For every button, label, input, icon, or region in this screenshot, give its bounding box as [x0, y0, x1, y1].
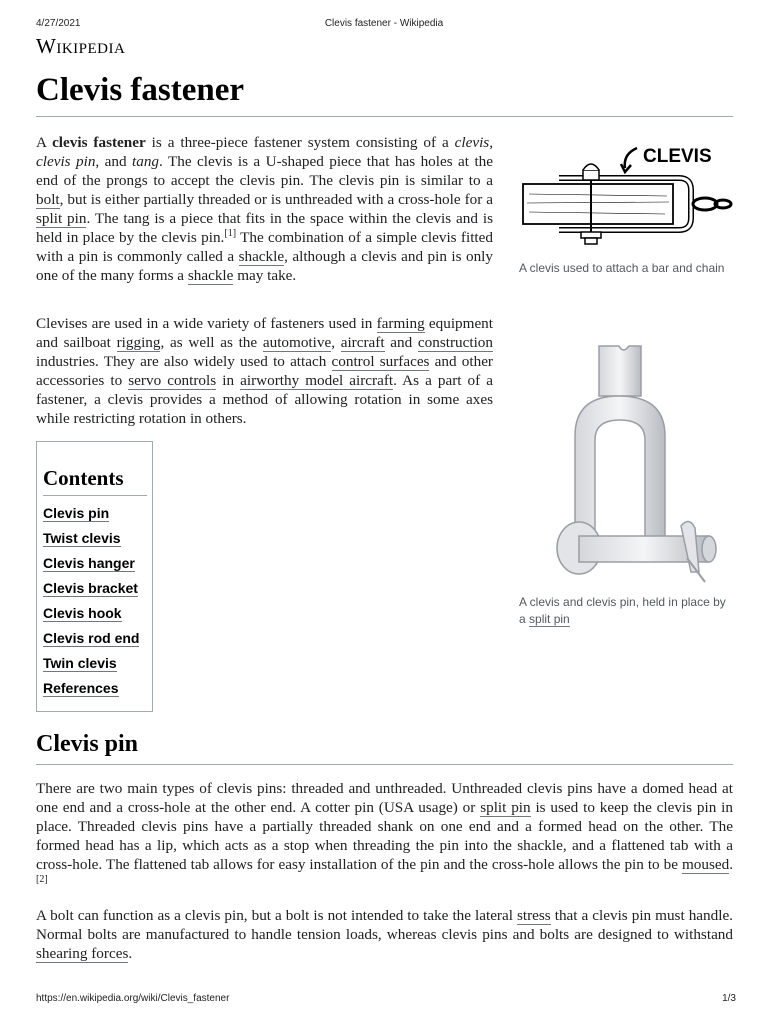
figure-clevis-diagram	[519, 140, 733, 277]
link-shackle-2[interactable]: shackle	[187, 267, 234, 284]
link-shackle[interactable]: shackle	[238, 248, 285, 265]
link-airworthy-model-aircraft[interactable]: airworthy model aircraft	[240, 372, 394, 389]
link-bolt[interactable]: bolt	[36, 191, 60, 208]
toc-item-twist-clevis[interactable]: Twist clevis	[43, 530, 121, 546]
usage-paragraph: Clevises are used in a wide variety of fasteners used in farming equipment and sailboat rigging, as well as the automotive, aircraft and construction industries. They are also widely used to attach control surfaces and other accessories to servo controls in airworthy model aircraft. As a part of a fastener, a clevis provides a method of allowing rotation in some axes while restricting rotation in others.	[36, 315, 494, 427]
clevis-pin-image[interactable]	[519, 336, 733, 586]
page-number: 1/3	[722, 993, 736, 1004]
figure2-caption: A clevis and clevis pin, held in place by a split pin	[519, 595, 726, 626]
toc-item-clevis-pin[interactable]: Clevis pin	[43, 505, 110, 521]
link-servo-controls[interactable]: servo controls	[128, 372, 217, 389]
toc-item-clevis-hook[interactable]: Clevis hook	[43, 605, 122, 621]
clevis-bar-chain-image[interactable]	[519, 140, 733, 252]
print-url: https://en.wikipedia.org/wiki/Clevis_fastener	[36, 993, 230, 1004]
print-title: Clevis fastener - Wikipedia	[324, 18, 444, 29]
link-control-surfaces[interactable]: control surfaces	[331, 353, 430, 370]
toc-item-twin-clevis[interactable]: Twin clevis	[43, 655, 117, 671]
citation-2[interactable]: [2]	[36, 873, 48, 885]
link-farming[interactable]: farming	[376, 315, 425, 332]
link-shearing-forces[interactable]: shearing forces	[36, 945, 129, 962]
link-split-pin-2[interactable]: split pin	[480, 799, 531, 816]
clevis-label: CLEVIS	[643, 146, 712, 167]
link-construction[interactable]: construction	[417, 334, 493, 351]
print-date: 4/27/2021	[36, 18, 81, 29]
intro-paragraph: A clevis fastener is a three-piece fastener system consisting of a clevis, clevis pin, and tang. The clevis is a U-shaped piece that has holes at the end of the prongs to accept the clevis pin. The clevis pin is similar to a bolt, but is either partially threaded or is unthreaded with a cross-hole for a split pin. The tang is a piece that fits in the space within the clevis and is held in place by the clevis pin.[1] The combination of a simple clevis fitted with a pin is commonly called a shackle, although a clevis and pin is only one of the many forms a shackle may take.	[36, 134, 494, 284]
link-moused[interactable]: moused	[681, 856, 730, 873]
clevis-pin-paragraph-2: A bolt can function as a clevis pin, but a bolt is not intended to take the lateral stress that a clevis pin must handle. Normal bolts are manufactured to handle tension loads, whereas clevis pins and bolts are designed to withstand shearing forces.	[36, 907, 733, 962]
link-aircraft[interactable]: aircraft	[340, 334, 385, 351]
link-split-pin-caption[interactable]: split pin	[529, 612, 570, 626]
link-rigging[interactable]: rigging	[116, 334, 161, 351]
section-heading-clevis-pin: Clevis pin	[36, 731, 733, 765]
clevis-pin-paragraph-1: There are two main types of clevis pins: threaded and unthreaded. Unthreaded clevis pins have a domed head at one end and a cross-hole at the other end. A cotter pin (USA usage) or split pin is used to keep the clevis pin in place. Threaded clevis pins have a partially threaded shank on one end and a formed head on the other. The formed head has a lip, which acts as a stop when threading the pin into the shackle, and a flattened tab with a cross-hole. The flattened tab allows for easy installation of the pin and the cross-hole allows the pin to be moused.[2]	[36, 780, 733, 885]
citation-1[interactable]: [1]	[224, 227, 237, 239]
link-split-pin[interactable]: split pin	[36, 210, 87, 227]
link-stress[interactable]: stress	[516, 907, 551, 924]
table-of-contents	[36, 441, 153, 712]
toc-item-clevis-rod-end[interactable]: Clevis rod end	[43, 630, 140, 646]
page-title: Clevis fastener	[36, 72, 733, 117]
link-automotive[interactable]: automotive	[262, 334, 332, 351]
figure1-caption: A clevis used to attach a bar and chain	[519, 261, 725, 275]
figure-clevis-pin	[519, 336, 733, 628]
toc-title: Contents	[43, 466, 147, 496]
toc-item-clevis-bracket[interactable]: Clevis bracket	[43, 580, 138, 596]
wikipedia-logo[interactable]: Wikipedia	[36, 34, 126, 58]
toc-item-clevis-hanger[interactable]: Clevis hanger	[43, 555, 135, 571]
toc-item-references[interactable]: References	[43, 680, 119, 696]
